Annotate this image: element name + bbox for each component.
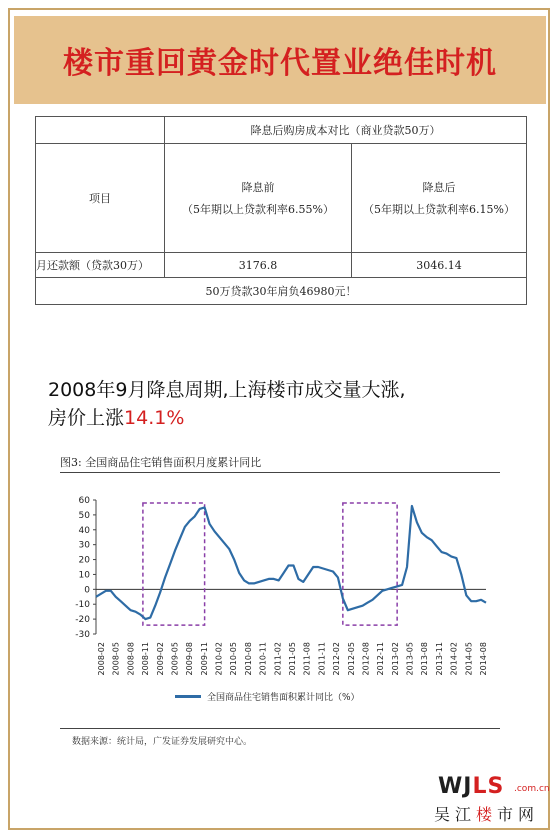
- banner-title: 楼市重回黄金时代置业绝佳时机: [63, 46, 497, 81]
- y-tick-label: 30: [78, 540, 90, 551]
- headline-line2: [48, 404, 528, 432]
- x-tick-label: 2012-02: [332, 642, 342, 676]
- header-after: [352, 144, 527, 253]
- headline-line1: 2008年9月降息周期,上海楼市成交量大涨,: [48, 379, 406, 401]
- x-tick-label: 2008-08: [126, 642, 136, 676]
- x-tick-label: 2013-05: [405, 642, 415, 676]
- series-line: [96, 506, 486, 619]
- highlight-box: [343, 503, 397, 625]
- x-tick-label: 2013-08: [420, 642, 430, 676]
- headline-line2-prefix: 房价上涨: [48, 407, 125, 429]
- header-before-title: 降息前: [241, 181, 275, 194]
- y-tick-label: 20: [78, 555, 90, 566]
- cost-comparison-table: [35, 116, 527, 305]
- header-after-sub: （5年期以上贷款利率6.15%）: [363, 203, 515, 216]
- site-logo: [432, 772, 550, 828]
- y-tick-label: 40: [78, 525, 90, 536]
- x-tick-label: 2008-11: [141, 642, 151, 676]
- chart-bottom-rule: [60, 728, 500, 729]
- table-footer: 50万贷款30年肩负46980元！: [36, 278, 527, 305]
- chart-legend: [175, 690, 360, 703]
- logo-domain: .com.cn: [514, 784, 550, 794]
- x-tick-label: 2011-02: [273, 642, 283, 676]
- headline-highlight: 14.1%: [124, 407, 185, 429]
- x-tick-label: 2009-02: [155, 642, 165, 676]
- x-tick-label: 2012-11: [376, 642, 386, 676]
- x-tick-label: 2014-02: [449, 642, 459, 676]
- logo-cn-highlight: 楼: [476, 805, 498, 824]
- y-tick-label: 0: [84, 585, 90, 596]
- legend-label: 全国商品住宅销售面积累计同比（%）: [207, 693, 360, 703]
- header-before-sub: （5年期以上贷款利率6.55%）: [182, 203, 334, 216]
- x-tick-label: 2011-05: [288, 642, 297, 676]
- title-banner: [14, 16, 546, 104]
- y-tick-label: 50: [78, 510, 90, 521]
- x-tick-label: 2012-05: [346, 642, 356, 676]
- header-after-title: 降息后: [422, 181, 456, 194]
- headline: [48, 376, 528, 432]
- x-tick-label: 2010-08: [243, 642, 253, 676]
- row-label: 月还款额（贷款30万）: [36, 253, 165, 278]
- x-tick-label: 2009-08: [185, 642, 195, 676]
- chart-title: 图3: 全国商品住宅销售面积月度累计同比: [60, 456, 262, 469]
- logo-cn-name: [434, 802, 539, 825]
- x-tick-label: 2014-08: [479, 642, 488, 676]
- logo-brand: [438, 774, 504, 799]
- x-tick-label: 2008-02: [97, 642, 106, 676]
- x-tick-label: 2010-05: [229, 642, 239, 676]
- y-tick-label: -10: [75, 600, 90, 611]
- row-after-value: 3046.14: [352, 253, 527, 278]
- data-source: 数据来源：统计局，广发证券发展研究中心。: [72, 737, 253, 747]
- logo-brand-highlight: LS: [472, 774, 505, 799]
- logo-brand-prefix: WJ: [438, 774, 473, 799]
- x-tick-label: 2010-11: [258, 642, 268, 676]
- x-tick-label: 2009-11: [199, 642, 209, 676]
- x-tick-label: 2013-02: [390, 642, 400, 676]
- table-caption: 降息后购房成本对比（商业贷款50万）: [165, 117, 527, 144]
- line-chart: [60, 480, 500, 690]
- chart-top-rule: [60, 472, 500, 473]
- x-tick-label: 2011-11: [317, 642, 327, 676]
- x-tick-label: 2013-11: [434, 642, 444, 676]
- x-tick-label: 2010-02: [214, 642, 224, 676]
- header-before: [165, 144, 352, 253]
- row-before-value: 3176.8: [165, 253, 352, 278]
- x-tick-label: 2011-08: [302, 642, 312, 676]
- legend-swatch: [175, 695, 201, 698]
- highlight-box: [143, 503, 205, 625]
- x-tick-label: 2009-05: [170, 642, 180, 676]
- x-tick-label: 2012-08: [361, 642, 371, 676]
- logo-cn-prefix: 吴江: [434, 805, 477, 824]
- y-tick-label: -20: [75, 615, 90, 626]
- x-tick-label: 2008-05: [111, 642, 121, 676]
- y-tick-label: 10: [78, 570, 90, 581]
- x-tick-label: 2014-05: [464, 642, 474, 676]
- table-corner-cell: [36, 117, 165, 144]
- header-item: 项目: [36, 144, 165, 253]
- y-tick-label: 60: [78, 496, 90, 506]
- y-tick-label: -30: [75, 630, 90, 640]
- logo-cn-suffix: 市网: [497, 805, 540, 824]
